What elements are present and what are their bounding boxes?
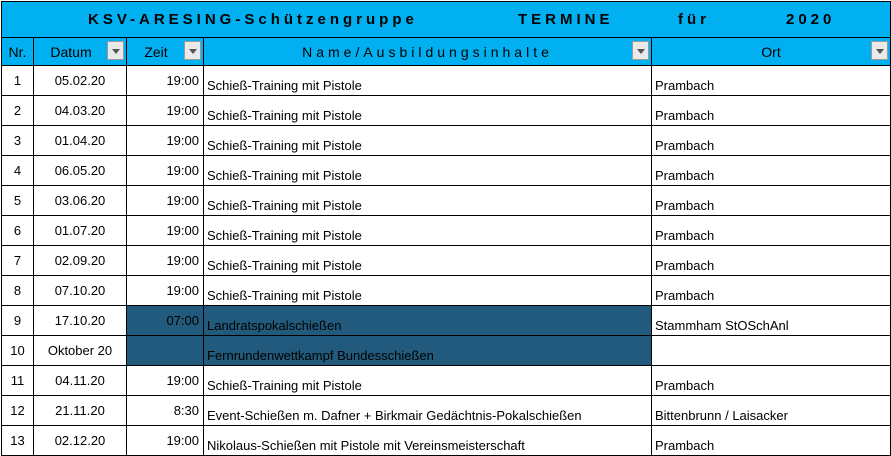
row-name-cell[interactable]: Schieß-Training mit Pistole <box>204 126 652 156</box>
row-ort-cell[interactable]: Prambach <box>652 96 891 126</box>
row-ort-cell[interactable]: Prambach <box>652 216 891 246</box>
row-ort-cell[interactable]: Prambach <box>652 186 891 216</box>
row-zeit-cell[interactable]: 19:00 <box>127 276 204 306</box>
title-year: 2020 <box>786 11 836 28</box>
row-name-cell[interactable]: Schieß-Training mit Pistole <box>204 366 652 396</box>
row-datum-cell[interactable]: 02.12.20 <box>34 426 127 456</box>
header-zeit-label: Zeit <box>144 43 168 60</box>
row-nr-cell[interactable]: 3 <box>2 126 34 156</box>
row-nr-cell[interactable]: 4 <box>2 156 34 186</box>
row-datum-cell[interactable]: Oktober 20 <box>34 336 127 366</box>
row-name-cell[interactable]: Nikolaus-Schießen mit Pistole mit Vereinsmeisterschaft <box>204 426 652 456</box>
row-ort-cell[interactable]: Prambach <box>652 276 891 306</box>
row-datum-cell[interactable]: 06.05.20 <box>34 156 127 186</box>
table-row <box>2 426 891 456</box>
row-zeit-cell[interactable]: 19:00 <box>127 216 204 246</box>
header-name <box>204 38 652 66</box>
schedule-table <box>1 1 891 456</box>
filter-dropdown-zeit-icon[interactable] <box>184 41 201 60</box>
row-datum-cell[interactable]: 02.09.20 <box>34 246 127 276</box>
row-datum-cell[interactable]: 01.04.20 <box>34 126 127 156</box>
filter-dropdown-ort-icon[interactable] <box>871 41 888 60</box>
row-datum-cell[interactable]: 21.11.20 <box>34 396 127 426</box>
row-nr-cell[interactable]: 13 <box>2 426 34 456</box>
table-row <box>2 306 891 336</box>
row-ort-cell[interactable]: Prambach <box>652 426 891 456</box>
row-zeit-cell[interactable]: 19:00 <box>127 246 204 276</box>
row-zeit-cell[interactable]: 19:00 <box>127 66 204 96</box>
row-ort-cell[interactable]: Prambach <box>652 66 891 96</box>
row-nr-cell[interactable]: 2 <box>2 96 34 126</box>
row-datum-cell[interactable]: 04.03.20 <box>34 96 127 126</box>
title-row <box>2 2 891 38</box>
table-row <box>2 366 891 396</box>
header-zeit <box>127 38 204 66</box>
table-row <box>2 396 891 426</box>
row-zeit-cell[interactable] <box>127 336 204 366</box>
row-ort-cell[interactable]: Prambach <box>652 126 891 156</box>
row-zeit-cell[interactable]: 19:00 <box>127 426 204 456</box>
row-zeit-cell[interactable]: 19:00 <box>127 186 204 216</box>
row-datum-cell[interactable]: 17.10.20 <box>34 306 127 336</box>
row-zeit-cell[interactable]: 19:00 <box>127 126 204 156</box>
header-ort <box>652 38 891 66</box>
row-name-cell[interactable]: Schieß-Training mit Pistole <box>204 276 652 306</box>
table-body <box>2 66 891 456</box>
row-nr-cell[interactable]: 9 <box>2 306 34 336</box>
row-ort-cell[interactable] <box>652 336 891 366</box>
row-nr-cell[interactable]: 11 <box>2 366 34 396</box>
row-ort-cell[interactable]: Bittenbrunn / Laisacker <box>652 396 891 426</box>
filter-dropdown-name-icon[interactable] <box>632 41 649 60</box>
row-name-cell[interactable]: Schieß-Training mit Pistole <box>204 216 652 246</box>
row-name-cell[interactable]: Event-Schießen m. Dafner + Birkmair Gedächtnis-Pokalschießen <box>204 396 652 426</box>
row-datum-cell[interactable]: 07.10.20 <box>34 276 127 306</box>
header-nr-label: Nr. <box>8 43 27 60</box>
header-row <box>2 38 891 66</box>
row-nr-cell[interactable]: 5 <box>2 186 34 216</box>
table-row <box>2 186 891 216</box>
title-termine: TERMINE <box>518 11 614 28</box>
row-zeit-cell[interactable]: 19:00 <box>127 366 204 396</box>
row-nr-cell[interactable]: 1 <box>2 66 34 96</box>
filter-dropdown-datum-icon[interactable] <box>107 41 124 60</box>
table-row <box>2 96 891 126</box>
row-datum-cell[interactable]: 05.02.20 <box>34 66 127 96</box>
row-zeit-cell[interactable]: 19:00 <box>127 156 204 186</box>
row-datum-cell[interactable]: 03.06.20 <box>34 186 127 216</box>
row-datum-cell[interactable]: 01.07.20 <box>34 216 127 246</box>
title-fuer: für <box>678 11 710 28</box>
row-name-cell[interactable]: Schieß-Training mit Pistole <box>204 156 652 186</box>
row-name-cell[interactable]: Schieß-Training mit Pistole <box>204 66 652 96</box>
table-row <box>2 126 891 156</box>
row-zeit-cell[interactable]: 8:30 <box>127 396 204 426</box>
header-datum <box>34 38 127 66</box>
row-nr-cell[interactable]: 6 <box>2 216 34 246</box>
row-name-cell[interactable]: Schieß-Training mit Pistole <box>204 96 652 126</box>
header-datum-label: Datum <box>50 43 92 60</box>
row-ort-cell[interactable]: Prambach <box>652 156 891 186</box>
row-name-cell[interactable]: Fernrundenwettkampf Bundesschießen <box>204 336 652 366</box>
title-cell <box>2 2 891 38</box>
row-zeit-cell[interactable]: 19:00 <box>127 96 204 126</box>
header-ort-label: Ort <box>761 43 781 60</box>
table-row <box>2 336 891 366</box>
table-row <box>2 246 891 276</box>
row-datum-cell[interactable]: 04.11.20 <box>34 366 127 396</box>
header-nr <box>2 38 34 66</box>
table-row <box>2 156 891 186</box>
row-nr-cell[interactable]: 8 <box>2 276 34 306</box>
row-ort-cell[interactable]: Stammham StOSchAnl <box>652 306 891 336</box>
table-row <box>2 216 891 246</box>
header-name-label: Name/Ausbildungsinhalte <box>302 43 553 60</box>
table-row <box>2 66 891 96</box>
row-name-cell[interactable]: Schieß-Training mit Pistole <box>204 186 652 216</box>
row-zeit-cell[interactable]: 07:00 <box>127 306 204 336</box>
row-ort-cell[interactable]: Prambach <box>652 246 891 276</box>
row-nr-cell[interactable]: 10 <box>2 336 34 366</box>
row-nr-cell[interactable]: 7 <box>2 246 34 276</box>
title-club: KSV-ARESING-Schützengruppe <box>88 11 418 28</box>
row-name-cell[interactable]: Landratspokalschießen <box>204 306 652 336</box>
row-name-cell[interactable]: Schieß-Training mit Pistole <box>204 246 652 276</box>
table-row <box>2 276 891 306</box>
row-nr-cell[interactable]: 12 <box>2 396 34 426</box>
row-ort-cell[interactable]: Prambach <box>652 366 891 396</box>
